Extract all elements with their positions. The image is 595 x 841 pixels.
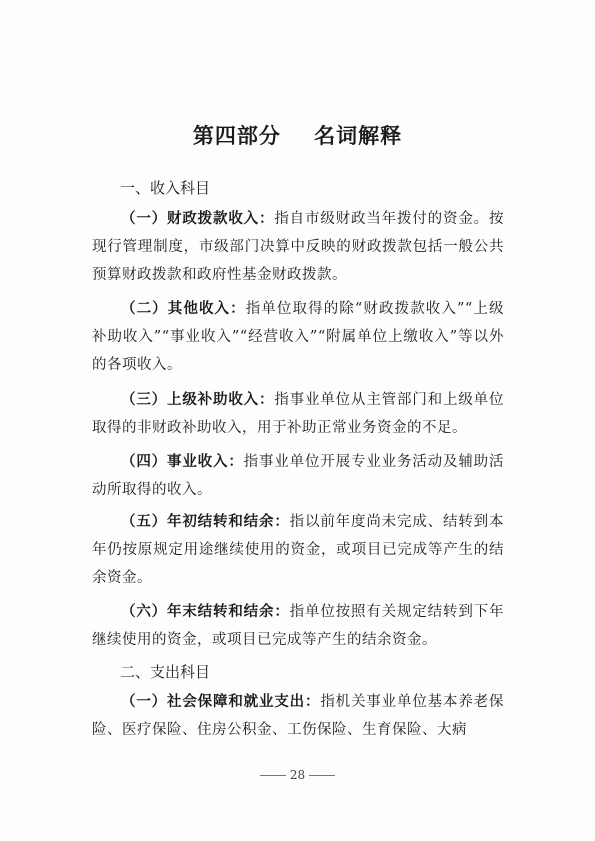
definition-text: 指事业单位开展专业业务活动及辅助活动所取得的收入。 (92, 454, 505, 499)
definition-term: （一）社会保障和就业支出： (121, 694, 321, 710)
definition-term: （五）年初结转和结余： (121, 514, 290, 530)
definition-text: 指自市级财政当年拨付的资金。按现行管理制度，市级部门决算中反映的财政拨款包括一般公共预算财政拨款和政府性基金财政拨款。 (92, 211, 505, 284)
page-number (0, 768, 595, 782)
page-number-value: 28 (289, 768, 306, 782)
definition-text: 指机关事业单位基本养老保险、医疗保险、住房公积金、工伤保险、生育保险、大病 (92, 694, 505, 739)
section-heading-income: 一、收入科目 (120, 179, 211, 197)
definition-other-income (92, 295, 504, 380)
section-heading-expenditure: 二、支出科目 (120, 663, 211, 681)
definition-term: （一）财政拨款收入： (121, 211, 275, 227)
definition-beginning-carryover (92, 508, 504, 593)
definition-social-security-expenditure (92, 688, 504, 744)
definition-term: （二）其他收入： (121, 301, 246, 317)
definition-term: （三）上级补助收入： (121, 392, 275, 408)
definition-text: 指以前年度尚未完成、结转到本年仍按原规定用途继续使用的资金，或项目已完成等产生的结余资金。 (92, 514, 505, 587)
definition-text: 指单位按照有关规定结转到下年继续使用的资金，或项目已完成等产生的结余资金。 (92, 604, 505, 649)
page-number-dash-right (309, 775, 335, 776)
definition-business-income (92, 448, 504, 504)
definition-ending-carryover (92, 598, 504, 654)
definition-superior-subsidy-income (92, 386, 504, 442)
page-number-dash-left (260, 775, 286, 776)
definition-fiscal-appropriation-income (92, 205, 504, 290)
definition-term: （六）年末结转和结余： (121, 604, 290, 620)
definition-text: 指单位取得的除“财政拨款收入”“上级补助收入”“事业收入”“经营收入”“附属单位上缴收入”等以外的各项收入。 (92, 301, 504, 374)
definition-text: 指事业单位从主管部门和上级单位取得的非财政补助收入，用于补助正常业务资金的不足。 (92, 392, 505, 437)
definition-term: （四）事业收入： (121, 454, 244, 470)
page-title: 第四部分 名词解释 (192, 124, 403, 148)
